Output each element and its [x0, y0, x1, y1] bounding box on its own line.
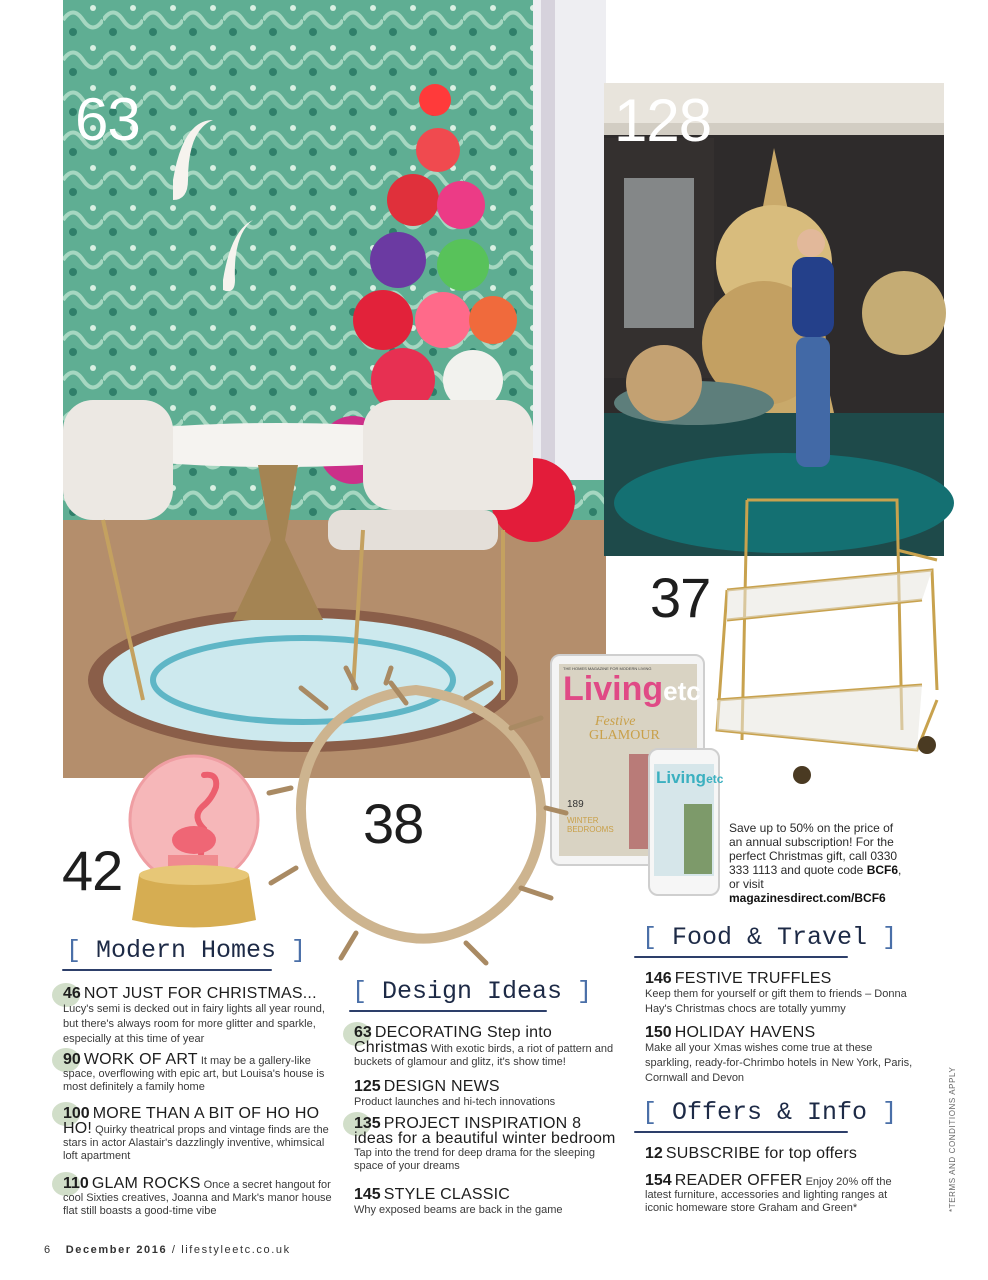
subscription-url[interactable]: magazinesdirect.com/BCF6: [729, 891, 886, 905]
entry-46-number: 46: [63, 985, 81, 1002]
subscription-code: BCF6: [866, 863, 899, 877]
photo-dark-room: [604, 83, 944, 556]
cover-winter-bedrooms: WINTER BEDROOMS: [567, 816, 614, 834]
page-number-42: 42: [62, 839, 123, 902]
cover-brand: [563, 672, 701, 708]
entry-46[interactable]: [63, 987, 339, 1047]
flamingo-snowglobe-image: [124, 750, 264, 935]
bracket-open: [: [642, 1098, 673, 1127]
bracket-open: [: [352, 977, 383, 1006]
entry-150-title: HOLIDAY HAVENS: [674, 1024, 816, 1041]
food-travel-title: Food & Travel: [672, 923, 868, 952]
entry-146-desc: Keep them for yourself or gift them to friends – Donna Hay's Christmas chocs are totally yummy: [645, 988, 907, 1015]
entry-146-title: FESTIVE TRUFFLES: [674, 970, 832, 987]
entry-154-title: READER OFFER: [674, 1172, 803, 1189]
heading-modern-homes: [66, 936, 306, 965]
bracket-close: ]: [867, 923, 898, 952]
footer-separator: /: [171, 1244, 177, 1256]
page-number-128: 128: [614, 87, 712, 154]
modern-homes-title: Modern Homes: [96, 936, 277, 965]
entry-46-desc: Lucy's semi is decked out in fairy lights all year round, but there's always room for more glitter and sparkle, especially at this time of year: [63, 1003, 325, 1045]
entry-110-desc: Once a secret hangout for cool Sixties creatives, Joanna and Mark's manor house flat still boasts a good-time vibe: [63, 1179, 332, 1217]
entry-146-number: 146: [645, 970, 672, 987]
page-number-63: 63: [75, 86, 140, 153]
entry-145-number: 145: [354, 1186, 381, 1203]
offers-info-underline: [634, 1131, 848, 1133]
entry-150[interactable]: [645, 1026, 915, 1086]
entry-90-number: 90: [63, 1051, 81, 1068]
entry-90[interactable]: [63, 1053, 339, 1094]
entry-90-desc: It may be a gallery-like space, overflowing with epic art, but Louisa's house is most definitely a family home: [63, 1055, 325, 1093]
entry-125-number: 125: [354, 1078, 381, 1095]
entry-12[interactable]: [645, 1147, 915, 1162]
entry-63-desc: With exotic birds, a riot of pattern and buckets of glamour and glitz, it's show time!: [354, 1043, 614, 1068]
entry-90-title: WORK OF ART: [83, 1051, 198, 1068]
entry-135-title: PROJECT INSPIRATION 8 ideas for a beautiful winter bedroom: [354, 1115, 616, 1147]
entry-150-number: 150: [645, 1024, 672, 1041]
bracket-open: [: [642, 923, 673, 952]
entry-135[interactable]: [354, 1117, 619, 1173]
entry-125[interactable]: [354, 1080, 619, 1110]
entry-154[interactable]: [645, 1174, 915, 1215]
bracket-close: ]: [562, 977, 593, 1006]
entry-154-number: 154: [645, 1172, 672, 1189]
cover-headline-2: GLAMOUR: [589, 728, 660, 743]
heading-food-travel: [642, 923, 897, 952]
subscription-or-visit: , or visit: [729, 863, 902, 891]
photo-dining-room: [63, 0, 606, 778]
entry-145[interactable]: [354, 1188, 619, 1218]
entry-100-number: 100: [63, 1105, 90, 1122]
subscription-offer: [729, 821, 904, 905]
entry-110-number: 110: [63, 1175, 89, 1192]
phone-screen: [654, 764, 724, 876]
food-travel-underline: [634, 956, 848, 958]
footer-date: December 2016: [65, 1244, 168, 1256]
page-number-38: 38: [363, 792, 424, 855]
heading-offers-info: [642, 1098, 897, 1127]
offers-info-title: Offers & Info: [672, 1098, 868, 1127]
entry-125-desc: Product launches and hi-tech innovations: [354, 1096, 556, 1108]
entry-63-number: 63: [354, 1024, 372, 1041]
cover-issue-number: 189: [567, 799, 584, 810]
entry-46-title: NOT JUST FOR CHRISTMAS...: [83, 985, 317, 1002]
entry-110[interactable]: [63, 1177, 339, 1218]
entry-145-title: STYLE CLASSIC: [383, 1186, 510, 1203]
page-number-37: 37: [650, 566, 711, 629]
bracket-open: [: [66, 936, 97, 965]
entry-100-title: MORE THAN A BIT OF HO HO HO!: [63, 1105, 320, 1137]
entry-135-number: 135: [354, 1115, 381, 1132]
cover-brand-living: Living: [563, 670, 664, 708]
terms-note: *TERMS AND CONDITIONS APPLY: [948, 1066, 957, 1212]
phone-brand-etc: etc: [706, 772, 724, 786]
entry-145-desc: Why exposed beams are back in the game: [354, 1204, 563, 1216]
cover-headline-1: Festive: [595, 714, 636, 729]
entry-154-desc: Enjoy 20% off the latest furniture, accessories and lighting ranges at iconic homeware store Graham and Green*: [645, 1176, 892, 1214]
bracket-close: ]: [867, 1098, 898, 1127]
design-ideas-title: Design Ideas: [382, 977, 563, 1006]
entry-12-title: SUBSCRIBE for top offers: [665, 1145, 858, 1162]
entry-100-desc: Quirky theatrical props and vintage finds are the stars in actor Alastair's dazzlingly inventive, whimsical loft apartment: [63, 1124, 329, 1162]
page-footer: [44, 1244, 291, 1256]
phone-cover-tree: [684, 804, 712, 874]
entry-125-title: DESIGN NEWS: [383, 1078, 500, 1095]
entry-63-title: DECORATING Step into Christmas: [354, 1024, 552, 1056]
entry-12-number: 12: [645, 1145, 663, 1162]
dining-room-illustration: [63, 0, 606, 778]
bracket-close: ]: [276, 936, 307, 965]
entry-100[interactable]: [63, 1107, 339, 1163]
entry-110-title: GLAM ROCKS: [91, 1175, 201, 1192]
entry-63[interactable]: [354, 1026, 619, 1069]
phone-brand-living: Living: [656, 768, 707, 787]
footer-site[interactable]: lifestyleetc.co.uk: [181, 1244, 291, 1256]
entry-135-desc: Tap into the trend for deep drama for the sleeping space of your dreams: [354, 1147, 595, 1172]
cover-tagline: THE HOMES MAGAZINE FOR MODERN LIVING: [563, 666, 652, 671]
footer-page-number: 6: [44, 1244, 52, 1256]
bar-cart-image: [712, 490, 944, 790]
entry-150-desc: Make all your Xmas wishes come true at these sparkling, ready-for-Chrimbo hotels in New York, Paris, Cornwall and Devon: [645, 1042, 913, 1084]
subscription-text: Save up to 50% on the price of an annual subscription! For the perfect Christmas gift, call 0330 333 1113 and quote code: [729, 821, 898, 877]
design-ideas-underline: [349, 1010, 547, 1012]
modern-homes-underline: [62, 969, 272, 971]
phone-cover-brand: [656, 768, 723, 788]
cover-brand-etc: etc: [663, 676, 701, 706]
phone-magazine: [648, 748, 724, 896]
heading-design-ideas: [352, 977, 592, 1006]
entry-146[interactable]: [645, 972, 915, 1017]
